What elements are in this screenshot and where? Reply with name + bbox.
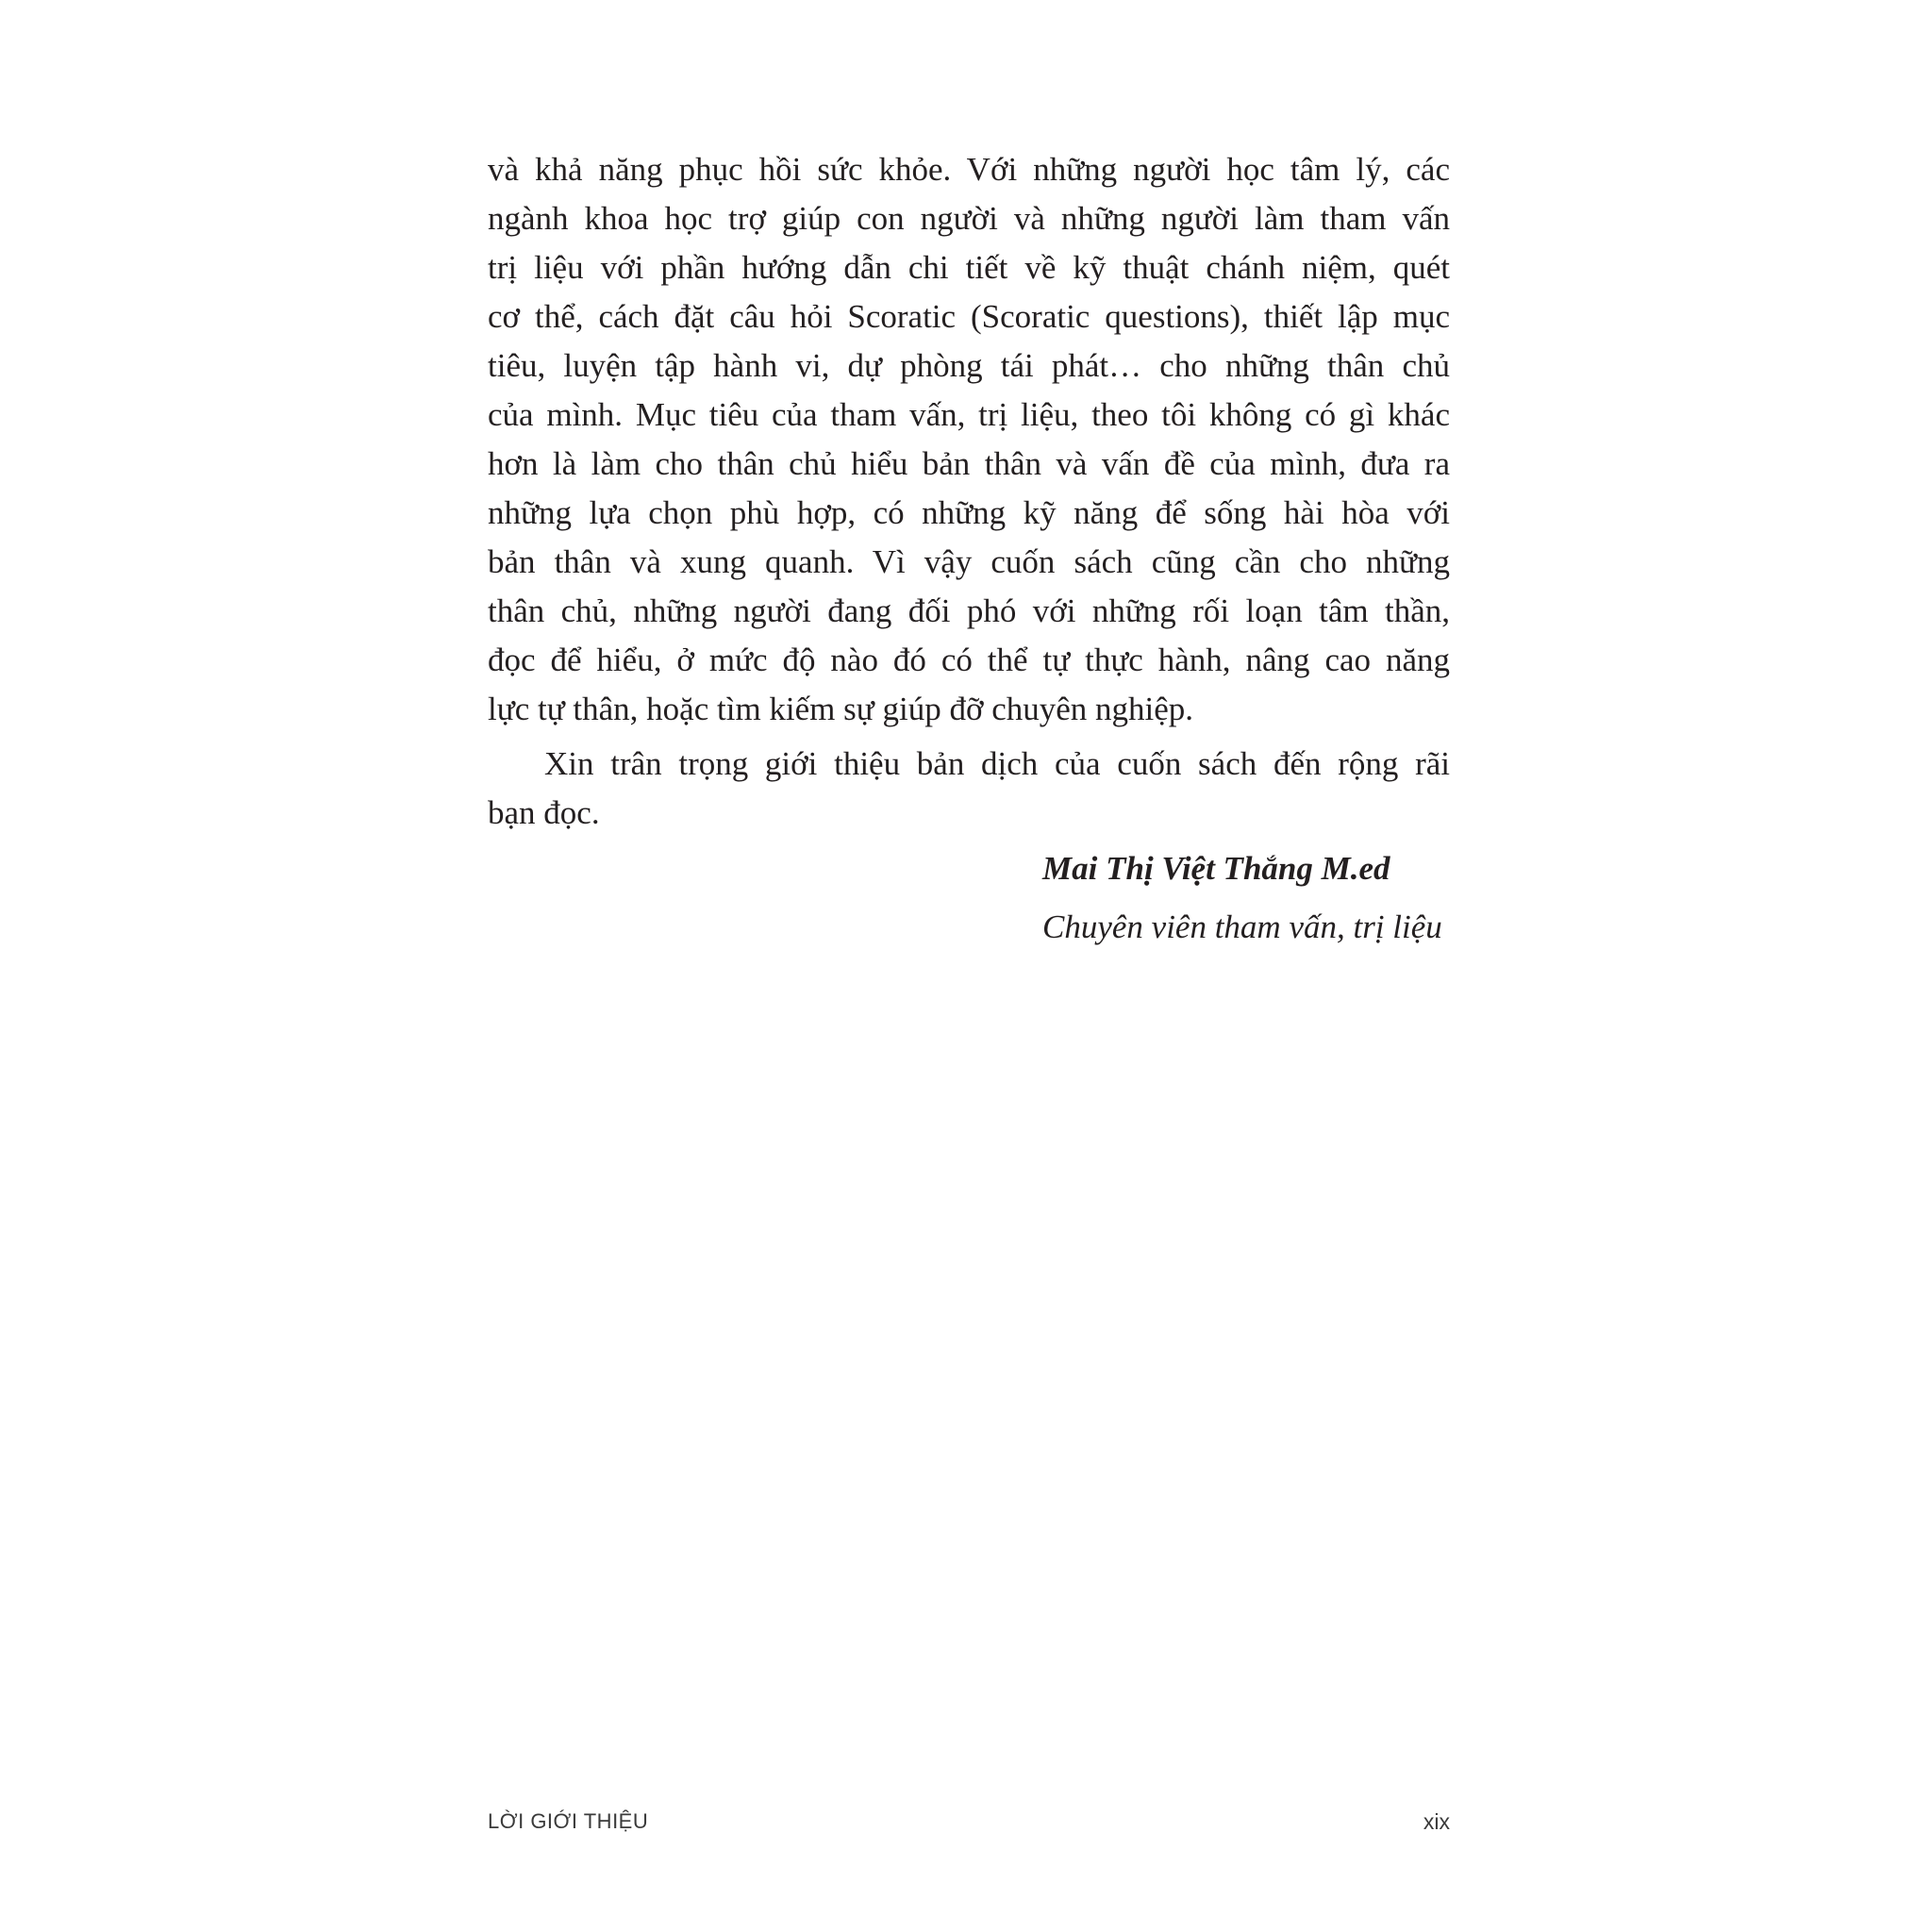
text-line: đọc để hiểu, ở mức độ nào đó có thể tự thực hành, nâng cao năng	[488, 641, 1450, 678]
text-line: lực tự thân, hoặc tìm kiếm sự giúp đỡ chuyên nghiệp.	[488, 691, 1194, 727]
text-line: Xin trân trọng giới thiệu bản dịch của cuốn sách đến rộng rãi	[544, 745, 1450, 782]
signature-title: Chuyên viên tham vấn, trị liệu	[1042, 908, 1442, 945]
text-line: những lựa chọn phù hợp, có những kỹ năng để sống hài hòa với	[488, 494, 1450, 531]
page-number: xix	[1423, 1809, 1450, 1834]
text-line: của mình. Mục tiêu của tham vấn, trị liệu, theo tôi không có gì khác	[488, 396, 1450, 433]
paragraph-2	[488, 740, 1450, 838]
signature-name: Mai Thị Việt Thắng M.ed	[1042, 850, 1390, 887]
text-line: thân chủ, những người đang đối phó với những rối loạn tâm thần,	[488, 592, 1450, 629]
body-text	[488, 145, 1450, 838]
running-footer-section: LỜI GIỚI THIỆU	[488, 1809, 649, 1833]
text-line: ngành khoa học trợ giúp con người và những người làm tham vấn	[488, 200, 1450, 237]
text-line: và khả năng phục hồi sức khỏe. Với những người học tâm lý, các	[488, 151, 1450, 188]
text-line: bản thân và xung quanh. Vì vậy cuốn sách cũng cần cho những	[488, 543, 1450, 580]
text-line: hơn là làm cho thân chủ hiểu bản thân và vấn đề của mình, đưa ra	[488, 445, 1450, 482]
text-line: tiêu, luyện tập hành vi, dự phòng tái phát… cho những thân chủ	[488, 347, 1450, 384]
text-line: cơ thể, cách đặt câu hỏi Scoratic (Scoratic questions), thiết lập mục	[488, 298, 1450, 335]
text-line: trị liệu với phần hướng dẫn chi tiết về kỹ thuật chánh niệm, quét	[488, 249, 1450, 286]
text-line: bạn đọc.	[488, 794, 600, 831]
paragraph-1	[488, 145, 1450, 734]
signature-block	[1042, 842, 1450, 954]
